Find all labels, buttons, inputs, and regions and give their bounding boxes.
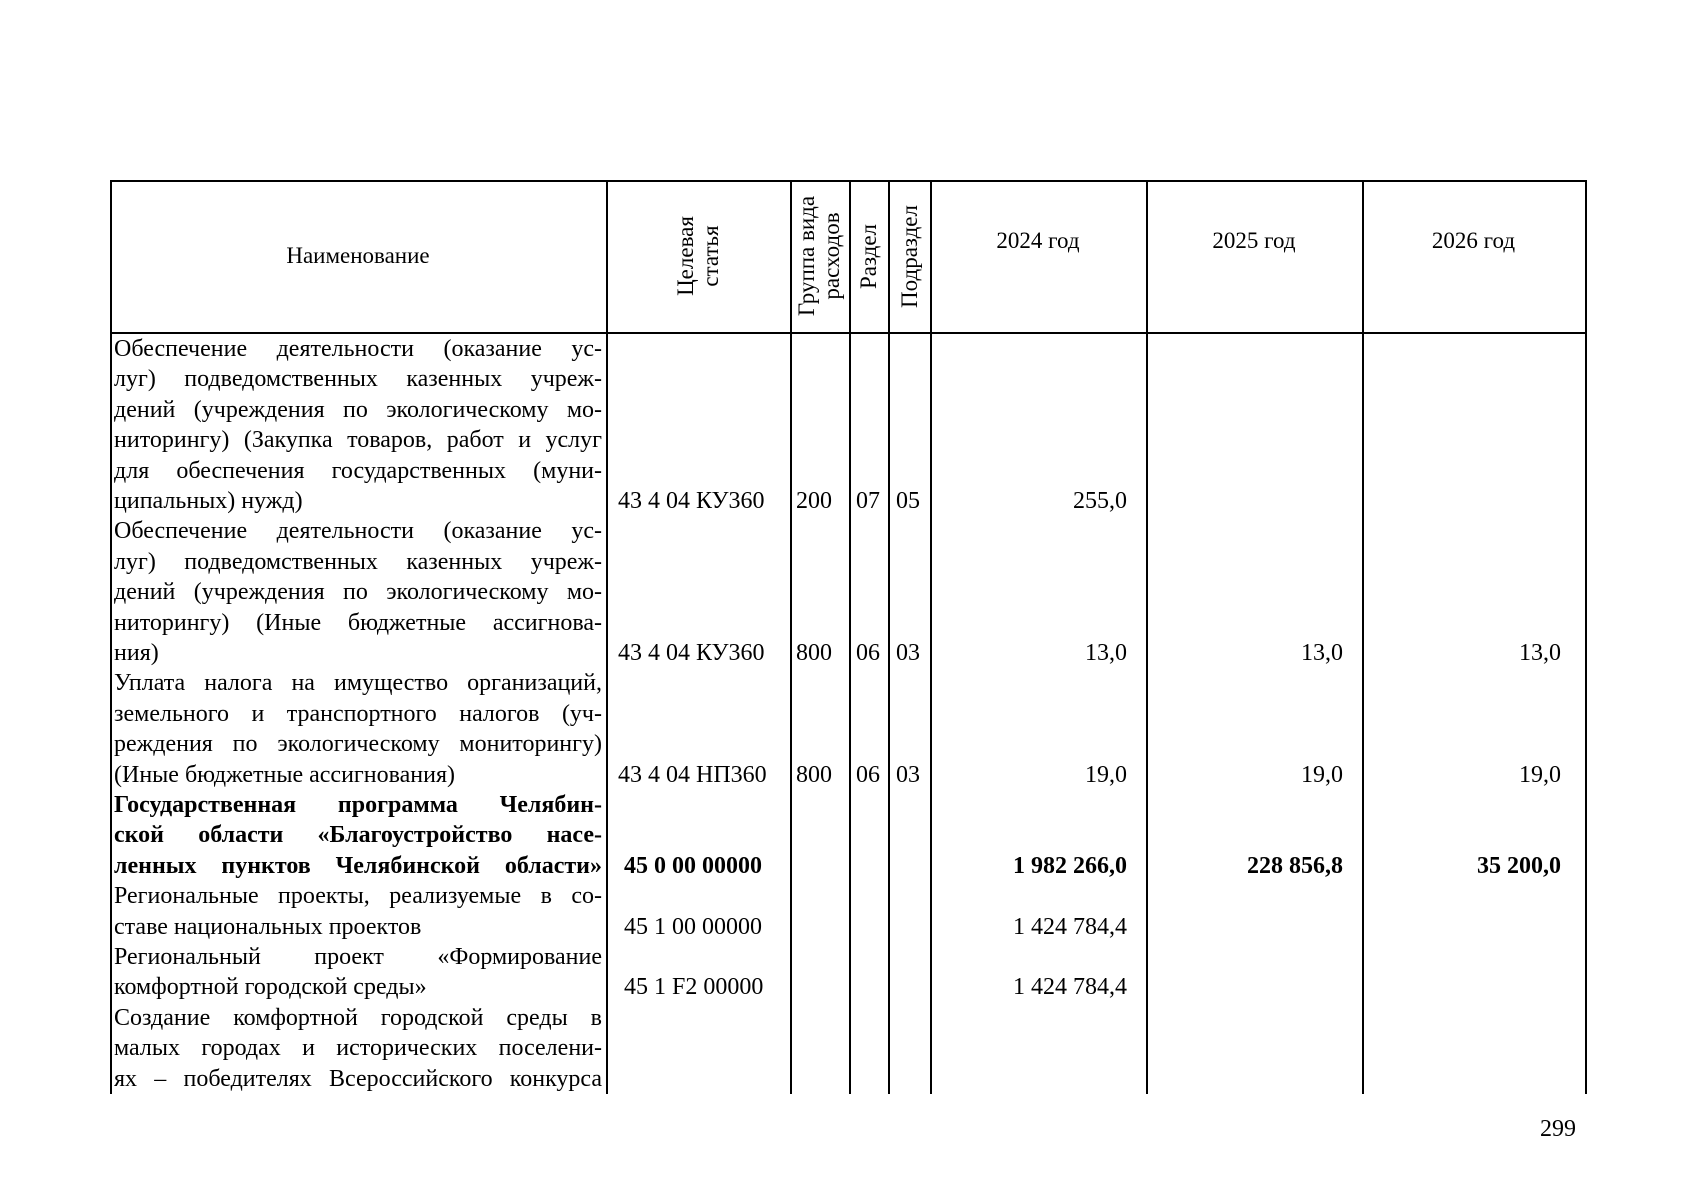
- table-row: [110, 516, 1587, 668]
- row-name-line: Обеспечение деятельности (оказание ус-: [114, 336, 602, 362]
- header-name-label: Наименование: [286, 243, 430, 268]
- row-name-line: дений (учреждения по экологическому мо-: [114, 579, 602, 606]
- header-2024: [930, 180, 1146, 332]
- row-name: [114, 942, 602, 1003]
- table-row: [110, 334, 1587, 516]
- row-name-line: для обеспечения государственных (муни-: [114, 457, 602, 484]
- row-name-line: ленных пунктов Челябинской области»: [114, 852, 602, 879]
- row-name-line: Региональный проект «Формирование: [114, 943, 602, 970]
- header-subsection: [888, 180, 930, 332]
- row-subsection: 03: [896, 639, 920, 666]
- header-target-line1: Целевая: [672, 216, 698, 296]
- row-name-line: Государственная программа Челябин-: [114, 791, 602, 818]
- table-row: [110, 881, 1587, 942]
- row-2024: 13,0: [1085, 639, 1127, 666]
- row-2026: 13,0: [1519, 639, 1561, 666]
- row-name-line: луг) подведомственных казенных учреж-: [114, 548, 602, 575]
- row-2024: 1 982 266,0: [1013, 852, 1127, 879]
- row-name-line: Уплата налога на имущество организаций,: [114, 670, 602, 697]
- row-name: [114, 790, 602, 881]
- table-row: [110, 1003, 1587, 1094]
- row-target: 45 1 00 00000: [624, 913, 762, 940]
- row-name-line: луг) подведомственных казенных учреж-: [114, 366, 602, 393]
- header-target-label: [673, 216, 723, 296]
- row-name: [114, 668, 602, 790]
- row-name-line: ниторингу) (Иные бюджетные ассигнова-: [114, 609, 602, 636]
- row-2024: 255,0: [1073, 488, 1127, 514]
- row-name-line: комфортной городской среды»: [114, 974, 427, 1001]
- header-target: [606, 180, 790, 332]
- row-target: 43 4 04 КУ360: [618, 488, 765, 514]
- table-row: [110, 668, 1587, 790]
- row-2025: 19,0: [1301, 761, 1343, 788]
- header-2024-label: 2024 год: [996, 228, 1080, 253]
- row-2024: 1 424 784,4: [1013, 913, 1127, 940]
- budget-table: [110, 180, 1587, 1094]
- row-name-line: ниторингу) (Закупка товаров, работ и услуг: [114, 427, 602, 454]
- header-group-line1: Группа вида: [794, 195, 820, 317]
- header-2025: [1146, 180, 1362, 332]
- header-group: [790, 180, 849, 332]
- row-name-line: ципальных) нужд): [114, 487, 303, 514]
- row-name-line: малых городах и исторических поселени-: [114, 1035, 602, 1062]
- header-subsection-label: Подраздел: [896, 204, 922, 308]
- row-name: [114, 881, 602, 942]
- row-name: [114, 516, 602, 668]
- row-name: [114, 1003, 602, 1094]
- row-group: 200: [796, 488, 832, 514]
- row-name-line: земельного и транспортного налогов (уч-: [114, 700, 602, 727]
- page-number: 299: [1540, 1116, 1576, 1142]
- row-subsection: 05: [896, 488, 920, 514]
- row-name-line: Региональные проекты, реализуемые в со-: [114, 883, 602, 910]
- row-name-line: Создание комфортной городской среды в: [114, 1004, 602, 1031]
- table-row: [110, 790, 1587, 881]
- table-row: [110, 942, 1587, 1003]
- header-name: [110, 180, 606, 332]
- row-2026: 35 200,0: [1477, 852, 1561, 879]
- row-2025: 228 856,8: [1247, 852, 1343, 879]
- row-name-line: ской области «Благоустройство насе-: [114, 822, 602, 849]
- header-2025-label: 2025 год: [1212, 228, 1296, 253]
- header-2026-label: 2026 год: [1431, 228, 1516, 253]
- header-target-line2: статья: [697, 225, 723, 287]
- row-name-line: ях – победителях Всероссийского конкурса: [114, 1065, 602, 1092]
- row-target: 43 4 04 КУ360: [618, 639, 765, 666]
- row-section: 07: [856, 488, 880, 514]
- row-group: 800: [796, 761, 832, 788]
- row-group: 800: [796, 639, 832, 666]
- row-name-line: Обеспечение деятельности (оказание ус-: [114, 518, 602, 545]
- table-body: [110, 334, 1587, 1094]
- row-name-line: (Иные бюджетные ассигнования): [114, 761, 455, 788]
- row-2024: 19,0: [1085, 761, 1127, 788]
- row-name-line: ставе национальных проектов: [114, 913, 422, 940]
- row-target: 45 1 F2 00000: [624, 974, 764, 1001]
- header-2026: [1362, 180, 1585, 332]
- header-section: [849, 180, 888, 332]
- row-2024: 1 424 784,4: [1013, 974, 1127, 1001]
- row-name-line: реждения по экологическому мониторингу): [114, 731, 602, 758]
- header-section-label: Раздел: [856, 223, 881, 289]
- row-2025: 13,0: [1301, 639, 1343, 666]
- header-group-label: [795, 196, 845, 316]
- row-target: 45 0 00 00000: [624, 852, 762, 879]
- row-name-line: ния): [114, 639, 159, 666]
- row-name: [114, 334, 602, 516]
- row-target: 43 4 04 НП360: [618, 761, 767, 788]
- row-name-line: дений (учреждения по экологическому мо-: [114, 396, 602, 423]
- row-section: 06: [856, 639, 880, 666]
- row-subsection: 03: [896, 761, 920, 788]
- row-2026: 19,0: [1519, 761, 1561, 788]
- header-group-line2: расходов: [819, 212, 845, 300]
- row-section: 06: [856, 761, 880, 788]
